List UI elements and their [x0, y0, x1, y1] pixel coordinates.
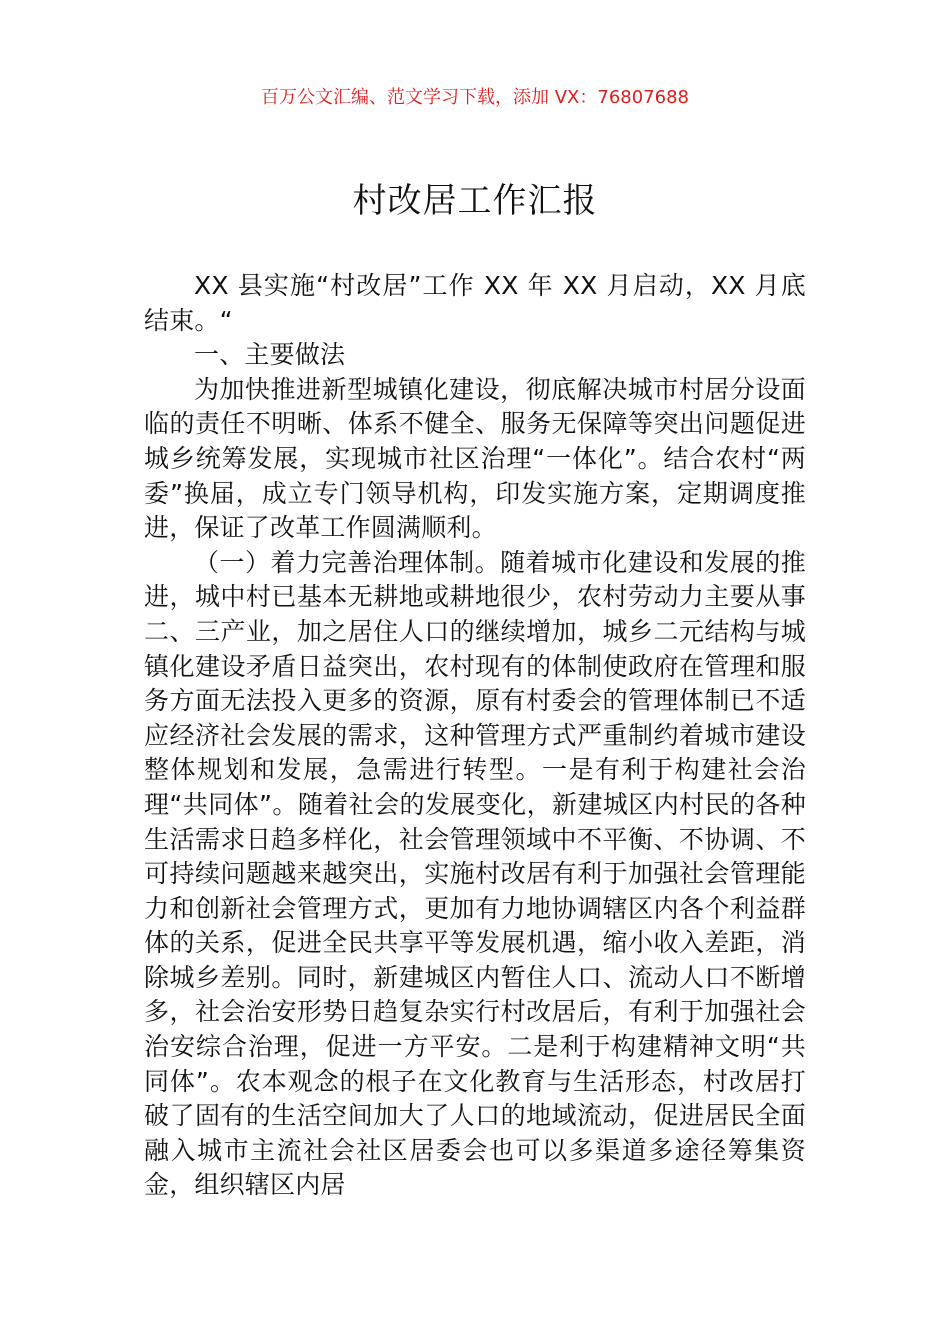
body-paragraph: 为加快推进新型城镇化建设，彻底解决城市村居分设面临的责任不明晰、体系不健全、服务无保障等突出问题促进城乡统筹发展，实现城市社区治理“一体化”。结合农村“两委”换届，成立专门领导机构，印发实施方案，定期调度推进，保证了改革工作圆满顺利。 [144, 374, 806, 543]
intro-paragraph: XX 县实施“村改居”工作 XX 年 XX 月启动，XX 月底结束。“ [144, 271, 806, 335]
section-heading: 一、主要做法 [194, 340, 346, 370]
document-title: 村改居工作汇报 [352, 181, 598, 221]
body-paragraph: （一）着力完善治理体制。随着城市化建设和发展的推进，城中村已基本无耕地或耕地很少，农村劳动力主要从事二、三产业，加之居住人口的继续增加，城乡二元结构与城镇化建设矛盾日益突出，农村现有的体制使政府在管理和服务方面无法投入更多的资源，原有村委会的管理体制已不适应经济社会发展的需求，这种管理方式严重制约着城市建设整体规划和发展，急需进行转型。一是有利于构建社会治理“共同体”。随着社会的发展变化，新建城区内村民的各种生活需求日趋多样化，社会管理领域中不平衡、不协调、不可持续问题越来越突出，实施村改居有利于加强社会管理能力和创新社会管理方式，更加有力地协调辖区内各个利益群体的关系，促进全民共享平等发展机遇，缩小收入差距，消除城乡差别。同时，新建城区内暂住人口、流动人口不断增多，社会治安形势日趋复杂实行村改居后，有利于加强社会治安综合治理，促进一方平安。二是利于构建精神文明“共同体”。农本观念的根子在文化教育与生活形态，村改居打破了固有的生活空间加大了人口的地域流动，促进居民全面融入城市主流社会社区居委会也可以多渠道多途径筹集资金，组织辖区内居 [144, 547, 806, 1200]
watermark-banner: 百万公文汇编、范文学习下载，添加 VX：76807688 [261, 87, 689, 108]
document-body [144, 269, 806, 1203]
